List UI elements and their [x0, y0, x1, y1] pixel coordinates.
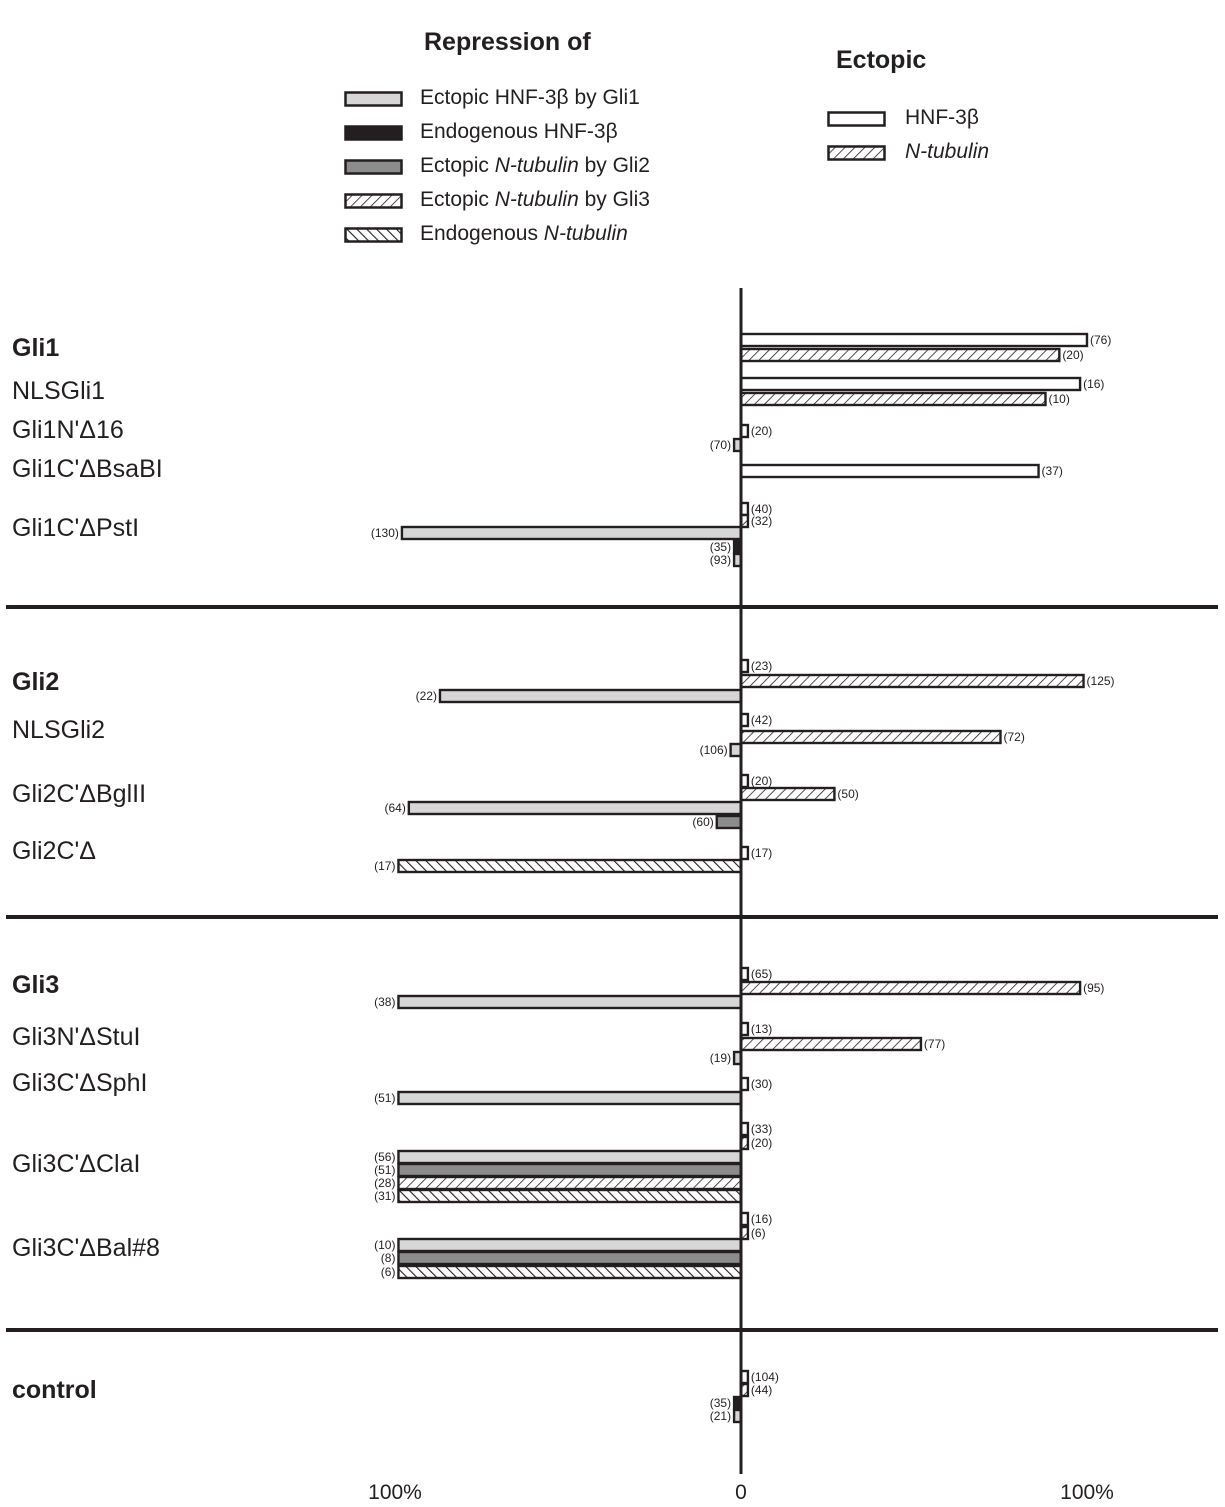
bar-entg2: [398, 1164, 741, 1176]
bar-count-label: (125): [1086, 674, 1115, 688]
construct-label: Gli1C'ΔPstI: [12, 514, 140, 542]
legend-swatch-ntub: [827, 145, 887, 163]
bar-count-label: (20): [1062, 348, 1084, 362]
x-tick-label: 100%: [368, 1481, 422, 1504]
bar-ehnf: [409, 802, 741, 814]
legend-swatch-entg2: [344, 159, 404, 177]
bar-count-label: (50): [837, 787, 859, 801]
legend-label-ndnt: Endogenous N-tubulin: [420, 222, 628, 245]
bar-count-label: (60): [692, 815, 714, 829]
x-tick-label: 100%: [1060, 1481, 1114, 1504]
construct-label: NLSGli1: [12, 377, 106, 405]
bar-entg2: [717, 816, 741, 828]
construct-label: Gli2C'ΔBglII: [12, 780, 147, 808]
bar-count-label: (42): [750, 713, 773, 727]
bar-count-label: (65): [750, 967, 773, 981]
construct-label: Gli3C'ΔBal#8: [12, 1234, 160, 1262]
bar-count-label: (32): [750, 514, 773, 528]
bar-count-label: (20): [750, 774, 773, 788]
bar-count-label: (76): [1090, 333, 1112, 347]
bar-count-label: (38): [374, 995, 396, 1009]
bar-count-label: (77): [923, 1037, 946, 1051]
bar-count-label: (20): [750, 424, 773, 438]
bar-ehnf: [398, 1092, 741, 1104]
bar-count-label: (30): [750, 1077, 773, 1091]
bar-count-label: (23): [750, 659, 773, 673]
bar-ntub: [741, 788, 834, 800]
construct-label: Gli1N'Δ16: [12, 416, 124, 444]
bar-ndnt: [398, 860, 741, 872]
bar-count-label: (8): [380, 1251, 396, 1265]
bar-ehnf: [398, 1239, 741, 1251]
bar-ehnf: [440, 690, 741, 702]
legend-label-ndhnf: Endogenous HNF-3β: [420, 120, 618, 143]
bar-count-label: (56): [374, 1150, 396, 1164]
construct-label: Gli1: [12, 334, 60, 362]
bar-count-label: (35): [709, 540, 732, 554]
bar-count-label: (37): [1041, 464, 1063, 478]
construct-label: Gli3C'ΔSphI: [12, 1069, 148, 1097]
bar-count-label: (44): [750, 1383, 773, 1397]
bar-count-label: (104): [750, 1370, 779, 1384]
bar-count-label: (13): [750, 1022, 773, 1036]
legend-swatch-hnf: [827, 111, 887, 129]
bar-count-label: (64): [384, 801, 406, 815]
bar-count-label: (17): [750, 846, 773, 860]
bar-ntub: [741, 349, 1059, 361]
construct-label: Gli3: [12, 971, 60, 999]
bar-count-label: (16): [1083, 377, 1105, 391]
bar-count-label: (22): [415, 689, 437, 703]
bar-hnf: [741, 465, 1039, 477]
bar-count-label: (95): [1083, 981, 1105, 995]
bar-ehnf: [731, 744, 741, 756]
bar-count-label: (10): [374, 1238, 396, 1252]
bar-count-label: (6): [380, 1265, 396, 1279]
bar-ntub: [741, 1038, 921, 1050]
ectopic-legend-title: Ectopic: [836, 46, 927, 74]
construct-label: Gli2C'Δ: [12, 837, 96, 865]
bar-ehnf: [402, 527, 741, 539]
x-tick-label: 0: [735, 1481, 747, 1504]
legend-label-entg2: Ectopic N-tubulin by Gli2: [420, 154, 650, 177]
construct-label: NLSGli2: [12, 716, 106, 744]
bar-ndnt: [398, 1190, 741, 1202]
legend-label-ehnf: Ectopic HNF-3β by Gli1: [420, 86, 640, 109]
bar-count-label: (40): [750, 502, 773, 516]
bar-ntub: [741, 393, 1045, 405]
bar-count-label: (6): [750, 1226, 766, 1240]
bar-count-label: (72): [1003, 730, 1025, 744]
repression-legend-title: Repression of: [424, 28, 591, 56]
legend-swatch-entg3: [344, 193, 404, 211]
construct-label: Gli3N'ΔStuI: [12, 1023, 141, 1051]
bar-ntub: [741, 982, 1080, 994]
construct-label: Gli3C'ΔClaI: [12, 1150, 141, 1178]
legend-swatch-ehnf: [344, 91, 404, 109]
legend-label-hnf: HNF-3β: [905, 106, 979, 129]
bar-entg3: [398, 1177, 741, 1189]
bar-count-label: (35): [709, 1396, 732, 1410]
bar-count-label: (70): [709, 438, 732, 452]
bar-count-label: (93): [709, 553, 732, 567]
bar-count-label: (130): [370, 526, 399, 540]
bar-ehnf: [398, 996, 741, 1008]
bar-count-label: (21): [709, 1409, 732, 1423]
bar-ntub: [741, 675, 1084, 687]
construct-label: control: [12, 1376, 97, 1404]
legend-label-ntub: N-tubulin: [905, 140, 990, 163]
bar-count-label: (51): [374, 1091, 396, 1105]
legend-swatch-ndhnf: [344, 125, 404, 143]
bar-hnf: [741, 378, 1080, 390]
bar-count-label: (51): [374, 1163, 396, 1177]
bar-ndnt: [398, 1266, 741, 1278]
bar-count-label: (20): [750, 1136, 773, 1150]
construct-label: Gli2: [12, 668, 60, 696]
bar-ntub: [741, 731, 1001, 743]
bar-count-label: (31): [374, 1189, 396, 1203]
bar-count-label: (16): [750, 1212, 773, 1226]
bar-count-label: (19): [709, 1051, 732, 1065]
construct-label: Gli1C'ΔBsaBI: [12, 455, 163, 483]
bar-entg2: [398, 1252, 741, 1264]
bar-count-label: (10): [1048, 392, 1070, 406]
bar-count-label: (106): [699, 743, 728, 757]
bar-ehnf: [398, 1151, 741, 1163]
legend-swatch-ndnt: [344, 227, 404, 245]
bar-count-label: (28): [374, 1176, 396, 1190]
bar-count-label: (33): [750, 1122, 773, 1136]
bar-count-label: (17): [374, 859, 396, 873]
bar-hnf: [741, 334, 1087, 346]
legend-label-entg3: Ectopic N-tubulin by Gli3: [420, 188, 650, 211]
